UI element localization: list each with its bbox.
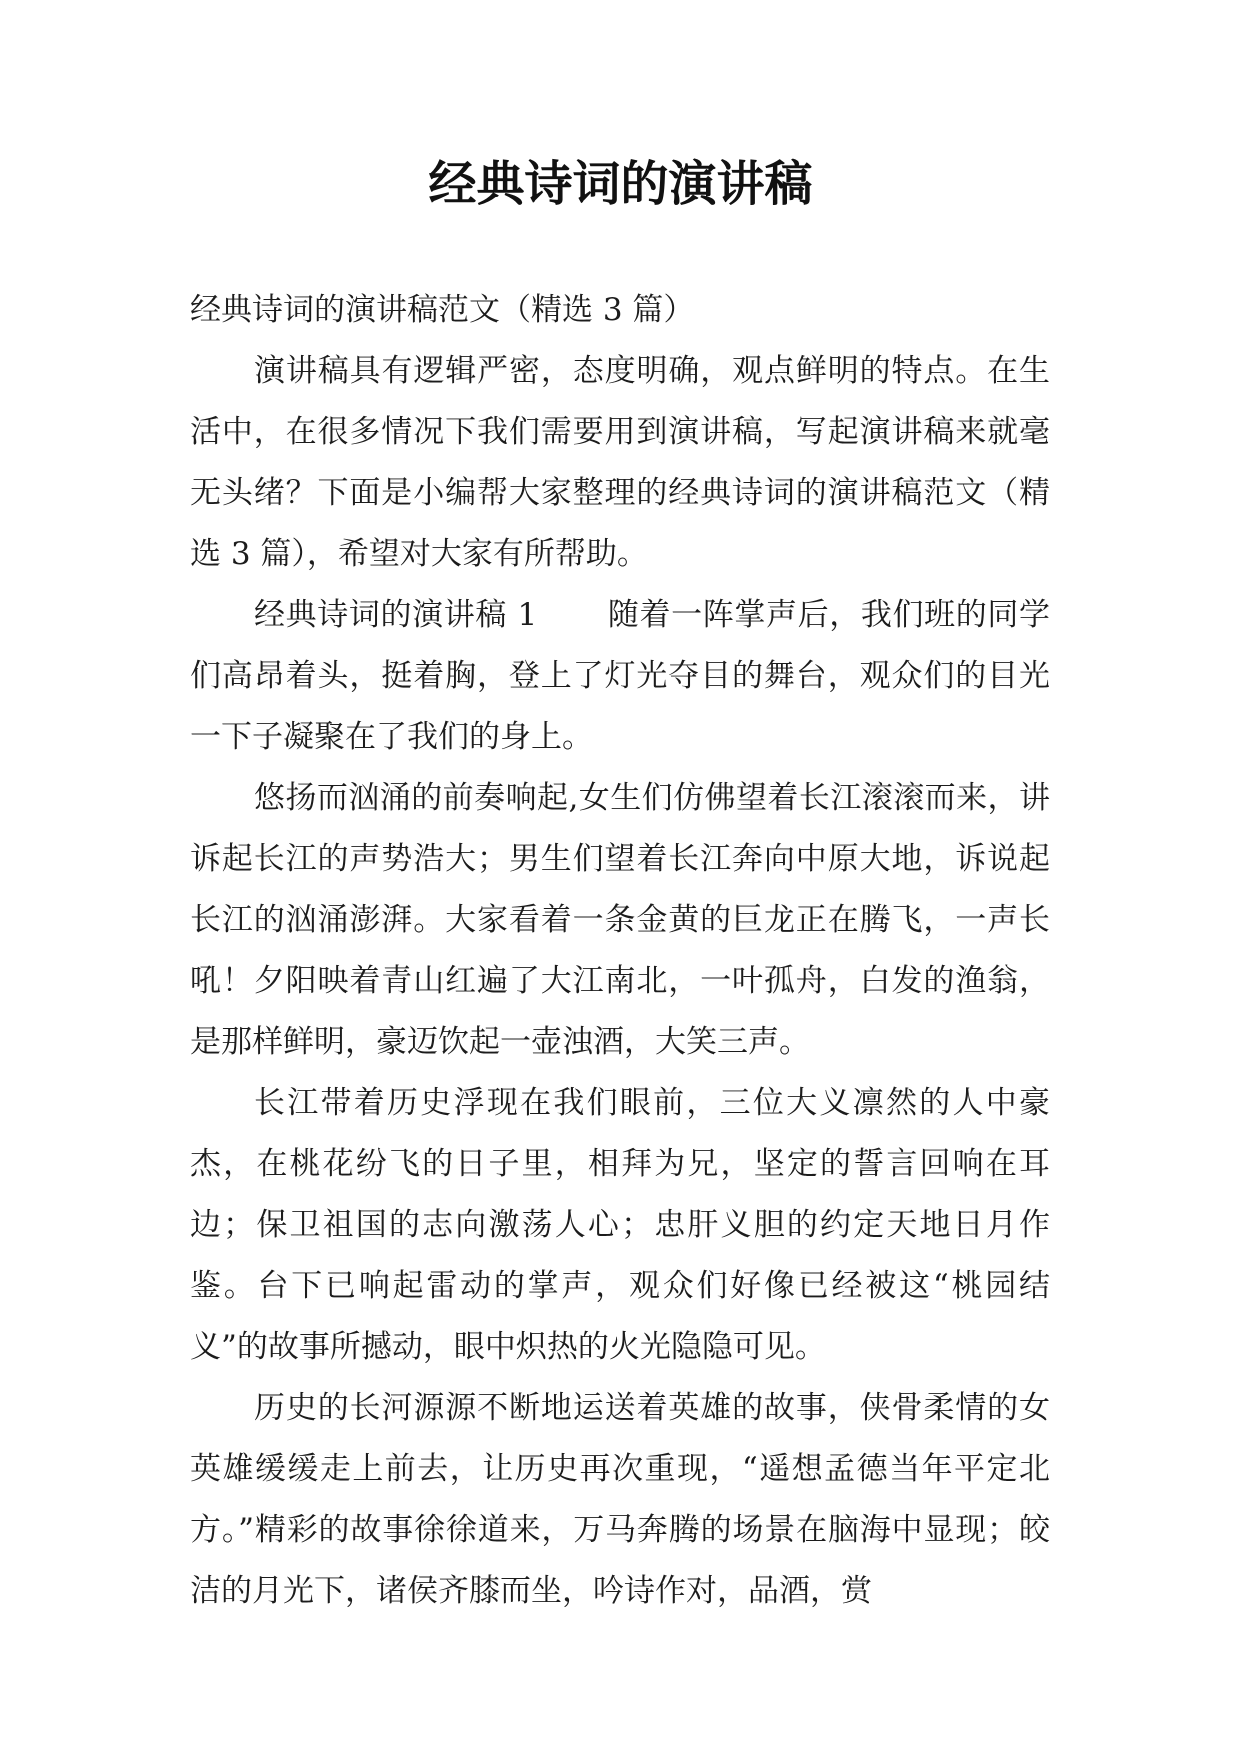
body-paragraph-1: 悠扬而汹涌的前奏响起,女生们仿佛望着长江滚滚而来，讲诉起长江的声势浩大；男生们望着长江奔向中原大地，诉说起长江的汹涌澎湃。大家看着一条金黄的巨龙正在腾飞，一声长吼！夕阳映着青山红遍了大江南北，一叶孤舟，白发的渔翁，是那样鲜明，豪迈饮起一壶浊酒，大笑三声。	[190, 780, 1050, 1060]
document-subtitle: 经典诗词的演讲稿范文（精选 3 篇）	[190, 292, 695, 328]
document-body	[190, 280, 1050, 1622]
intro-paragraph: 演讲稿具有逻辑严密，态度明确，观点鲜明的特点。在生活中，在很多情况下我们需要用到演讲稿，写起演讲稿来就毫无头绪？下面是小编帮大家整理的经典诗词的演讲稿范文（精选 3 篇），希望对大家有所帮助。	[190, 353, 1050, 572]
body-paragraph-2: 长江带着历史浮现在我们眼前，三位大义凛然的人中豪杰，在桃花纷飞的日子里，相拜为兄，坚定的誓言回响在耳边；保卫祖国的志向激荡人心；忠肝义胆的约定天地日月作鉴。台下已响起雷动的掌声，观众们好像已经被这“桃园结义”的故事所撼动，眼中炽热的火光隐隐可见。	[190, 1085, 1050, 1365]
section-1-text: 随着一阵掌声后，我们班的同学们高昂着头，挺着胸，登上了灯光夺目的舞台，观众们的目光一下子凝聚在了我们的身上。	[190, 597, 1051, 755]
document-title: 经典诗词的演讲稿	[428, 156, 813, 212]
body-paragraph-3: 历史的长河源源不断地运送着英雄的故事，侠骨柔情的女英雄缓缓走上前去，让历史再次重现，“遥想孟德当年平定北方。”精彩的故事徐徐道来，万马奔腾的场景在脑海中显现；皎洁的月光下，诸侯齐膝而坐，吟诗作对，品酒，赏	[190, 1390, 1050, 1609]
section-1-paragraph	[190, 585, 1050, 768]
section-1-heading: 经典诗词的演讲稿 1	[254, 597, 538, 633]
